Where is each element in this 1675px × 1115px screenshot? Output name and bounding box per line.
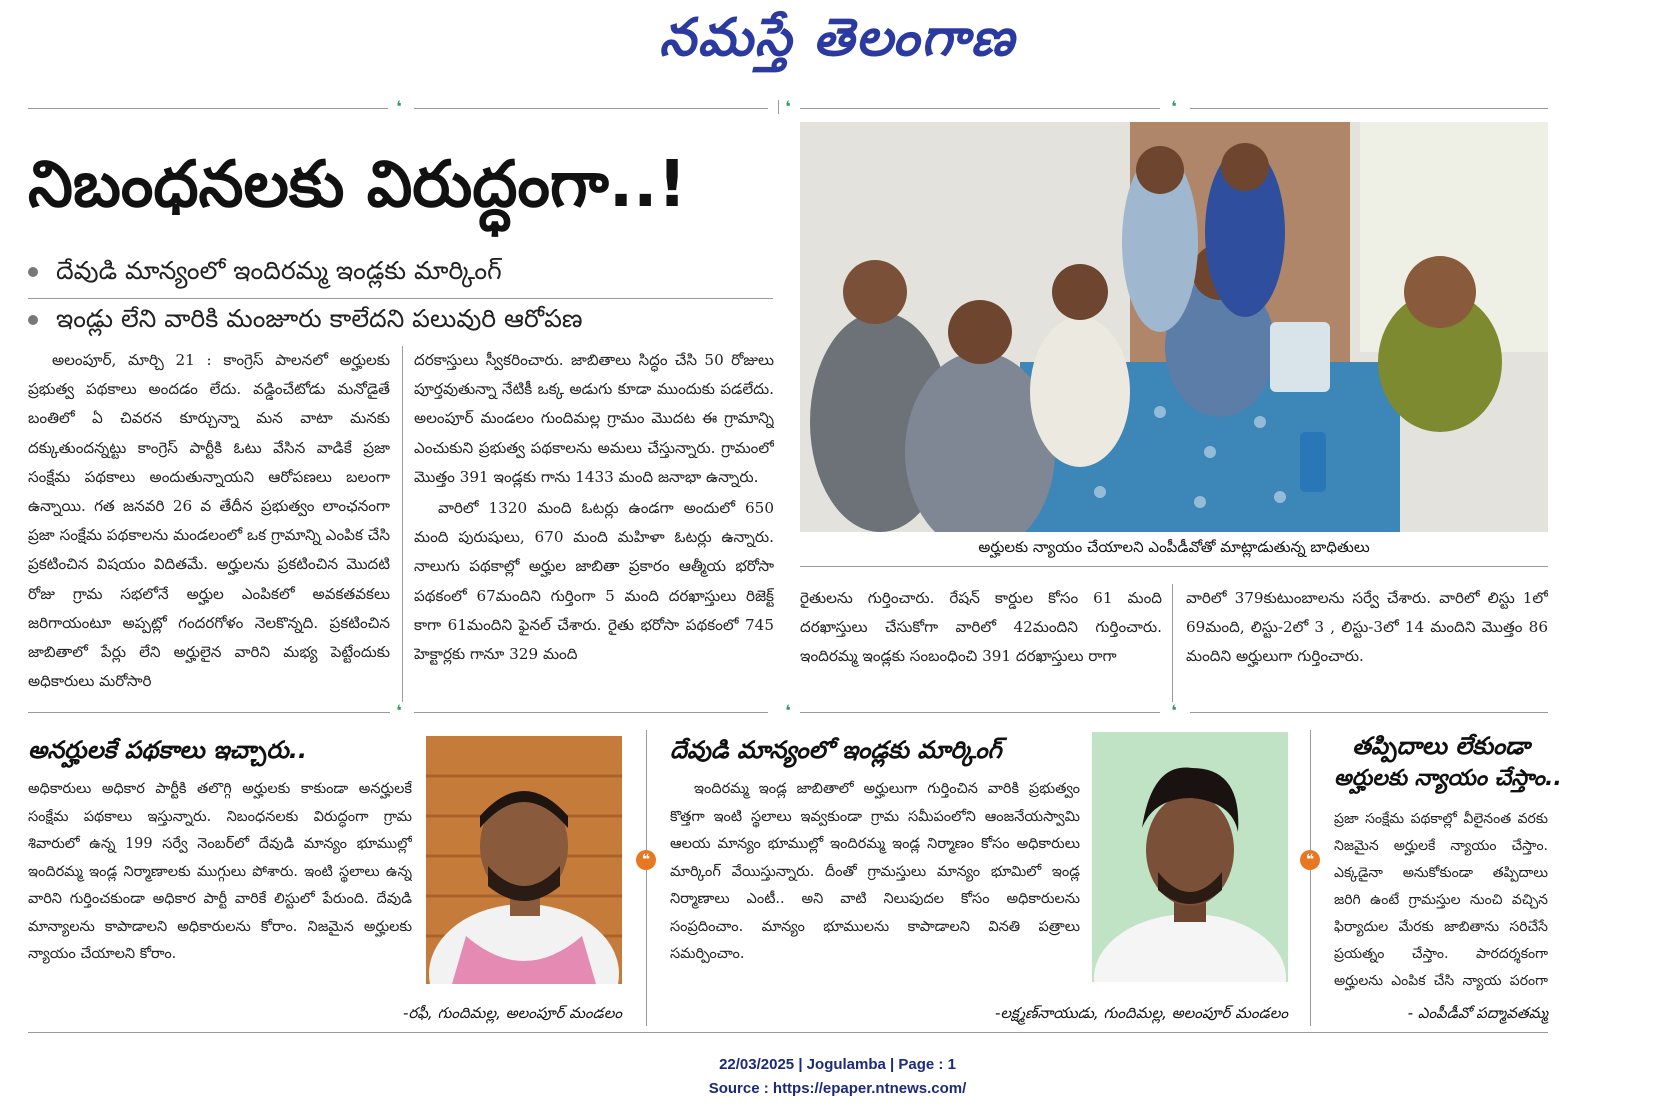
divider [28,298,773,299]
quote3-title-line2: అర్హులకు న్యాయం చేస్తాం.. [1334,766,1562,791]
bullet-dot-icon [28,267,38,277]
bullet-text: దేవుడి మాన్యంలో ఇందిరమ్మ ఇండ్లకు మార్కింగ్ [56,256,502,285]
leaf-ornament-icon: ❛ [1171,97,1177,116]
divider [800,566,1548,567]
article-paragraph: అలంపూర్, మార్చి 21 : కాంగ్రెస్ పాలనలో అర్హులకు ప్రభుత్వ పథకాలు అందడం లేదు. వడ్డించేటోడు మనోడైతే బంతిలో ఏ చివరన కూర్చున్నా మన వాటా మనకు దక్కుతుందన్నట్టు కాంగ్రెస్ పార్టీకి ఓటు వేసిన వాడికే ప్రజా సంక్షేమ పథకాలు అందుతున్నాయని ఆరోపణలు బలంగా ఉన్నాయి. గత జనవరి 26 వ తేదీన ప్రభుత్వం లాంఛనంగా ప్రజా సంక్షేమ పథకాలను మండలంలో ఒక గ్రామాన్ని ఎంపిక చేసి ప్రకటించిన విషయం విదితమే. అర్హులను ప్రకటించిన మొదటి రోజు గ్రామ సభలోనే అర్హుల ఎంపికలో అవకతవకలు జరిగాయంటూ అప్పట్లో గందరగోళం నెలకొన్నది. ప్రకటించిన జాబితాలో పేర్లు లేని అర్హులైన వారిని మభ్య పెట్టేందుకు అధికారులు మరోసారి [28,351,390,691]
divider [28,108,388,109]
article-paragraph: వారిలో 379కుటుంబాలను సర్వే చేశారు. వారిలో లిస్టు 1లో 69మంది, లిస్టు-2లో 3 , లిస్టు-3లో 14 మందిని మొత్తం 86 మందిని అర్హులుగా గుర్తించారు. [1186,589,1548,666]
quote3-body [1334,806,1548,996]
divider [778,100,779,114]
quote2-portrait [1092,732,1288,982]
divider [1172,584,1173,702]
divider [1310,730,1311,1026]
quote3-title-line1: తప్పిదాలు లేకుండా [1352,732,1530,760]
divider [402,346,403,702]
leaf-ornament-icon: ❛ [1171,701,1177,720]
article-column-1 [28,346,390,704]
article-column-4 [1186,584,1548,704]
quote1-portrait [426,736,622,984]
photo-caption: అర్హులకు న్యాయం చేయాలని ఎంపీడీవోతో మాట్లాడుతున్న బాధితులు [978,538,1370,556]
quote2-byline: -లక్ష్మణ్‌నాయుడు, గుందిమల్ల, అలంపూర్ మండలం [995,1004,1288,1022]
portrait-illustration [1092,732,1288,982]
quote-mark-icon: ❝ [636,850,656,870]
quote2-title: దేవుడి మాన్యంలో ఇండ్లకు మార్కింగ్ [670,736,1002,764]
divider [646,730,647,1026]
quote2-body [670,776,1080,996]
portrait-illustration [426,736,622,984]
footer-date-line: 22/03/2025 | Jogulamba | Page : 1 [719,1056,956,1073]
divider [800,108,1160,109]
bullet-dot-icon [28,315,38,325]
article-column-2 [414,346,774,704]
quote1-byline: -రఫీ, గుందిమల్ల, అలంపూర్ మండలం [402,1004,622,1022]
divider [414,108,768,109]
leaf-ornament-icon: ❛ [785,701,791,720]
leaf-ornament-icon: ❛ [396,97,402,116]
divider [1190,712,1548,713]
headline: నిబంధనలకు విరుద్ధంగా..! [28,148,687,222]
divider [28,1032,1548,1033]
bullet-1 [28,256,502,292]
quote-paragraph: ప్రజా సంక్షేమ పథకాల్లో వీలైనంత వరకు నిజమైన అర్హులకే న్యాయం చేస్తాం. ఎక్కడైనా అనుకోకుండా తప్పిదాలు జరిగి ఉంటే గ్రామస్తుల నుంచి వచ్చిన ఫిర్యాదుల మేరకు జాబితాను సరిచేసే ప్రయత్నం చేస్తాం. పారదర్శకంగా అర్హులను ఎంపిక చేసి న్యాయ పరంగా [1334,811,1548,989]
footer-source-link[interactable]: Source : https://epaper.ntnews.com/ [708,1080,967,1097]
masthead: నమస్తే తెలంగాణ [659,8,1016,68]
article-paragraph: దరకాస్తులు స్వీకరించారు. జాబితాలు సిద్ధం చేసి 50 రోజులు పూర్తవుతున్నా నేటికీ ఒక్క అడుగు కూడా ముందుకు పడలేదు. అలంపూర్ మండలం గుందిమల్ల గ్రామం మొదట ఈ గ్రామాన్ని ఎంచుకుని ప్రభుత్వ పథకాలను అమలు చేస్తున్నారు. గ్రామంలో మొత్తం 391 ఇండ్లకు గాను 1433 మంది జనాభా ఉన్నారు. [414,351,774,486]
quote-paragraph: ఇందిరమ్మ ఇండ్ల జాబితాలో అర్హులుగా గుర్తించిన వారికి ప్రభుత్వం కొత్తగా ఇంటి స్థలాలు ఇవ్వకుండా గ్రామ సమీపంలోని ఆంజనేయస్వామి ఆలయ మాన్యం భూముల్లో ఇందిరమ్మ ఇండ్ల నిర్మాణం కోసం అధికారులు మార్కింగ్ వేయిస్తున్నారు. దీంతో గ్రామస్తులు మాన్యం భూమిలో ఇండ్ల నిర్మాణాలు ఎంటీ.. అని వాటి నిలుపుదల కోసం అధికారులను సంప్రదించాం. మాన్యం భూములను కాపాడాలని వినతి పత్రాలు సమర్పించాం. [670,781,1080,962]
quote-paragraph: అధికారులు అధికార పార్టీకి తలొగ్గి అర్హులకు కాకుండా అనర్హులకే సంక్షేమ పథకాలు ఇస్తున్నారు. నిబంధనలకు విరుద్ధంగా గ్రామ శివారులో ఉన్న 199 సర్వే నెంబర్‌లో దేవుడి మాన్యం భూముల్లో ఇందిరమ్మ ఇండ్ల నిర్మాణాలకు ముగ్గులు పోశారు. ఇంటి స్థలాలు ఉన్న వారిని గుర్తించకుండా అధికార పార్టీ వారికే లిస్టులో పేరుంది. దేవుడి మాన్యాలను కాపాడాలని అధికారులను కోరాం. నిజమైన అర్హులకు న్యాయం చేయాలని కోరాం. [28,781,412,962]
quote1-body [28,776,412,996]
main-photo [800,122,1548,532]
leaf-ornament-icon: ❛ [785,97,791,116]
article-column-3 [800,584,1162,704]
leaf-ornament-icon: ❛ [396,701,402,720]
divider [1190,108,1548,109]
article-paragraph: రైతులను గుర్తించారు. రేషన్ కార్డుల కోసం 61 మంది దరఖాస్తులు చేసుకోగా వారిలో 42మందిని గుర్తించారు. ఇందిరమ్మ ఇండ్లకు సంబంధించి 391 దరఖాస్తులు రాగా [800,589,1162,666]
quote1-title: అనర్హులకే పథకాలు ఇచ్చారు.. [28,736,307,764]
bullet-text: ఇండ్లు లేని వారికి మంజూరు కాలేదని పలువురి ఆరోపణ [56,304,583,333]
divider [28,712,390,713]
main-photo-illustration [800,122,1548,532]
divider [414,712,768,713]
article-paragraph: వారిలో 1320 మంది ఓటర్లు ఉండగా అందులో 650 మంది పురుషులు, 670 మంది మహిళా ఓటర్లు ఉన్నారు. నాలుగు పథకాల్లో అర్హుల జాబితా ప్రకారం ఆత్మీయ భరోసా పథకంలో 67మందిని గుర్తింగా 5 మంది దరఖాస్తులు రిజెక్ట్ కాగా 61మందిని ఫైనల్ చేశారు. రైతు భరోసా పథకంలో 745 హెక్టార్లకు గానూ 329 మంది [414,499,774,664]
divider [800,712,1160,713]
quote-mark-icon: ❝ [1300,850,1320,870]
bullet-2 [28,304,583,340]
quote3-byline: - ఎంపీడీవో పద్మావతమ్మ [1407,1004,1548,1022]
